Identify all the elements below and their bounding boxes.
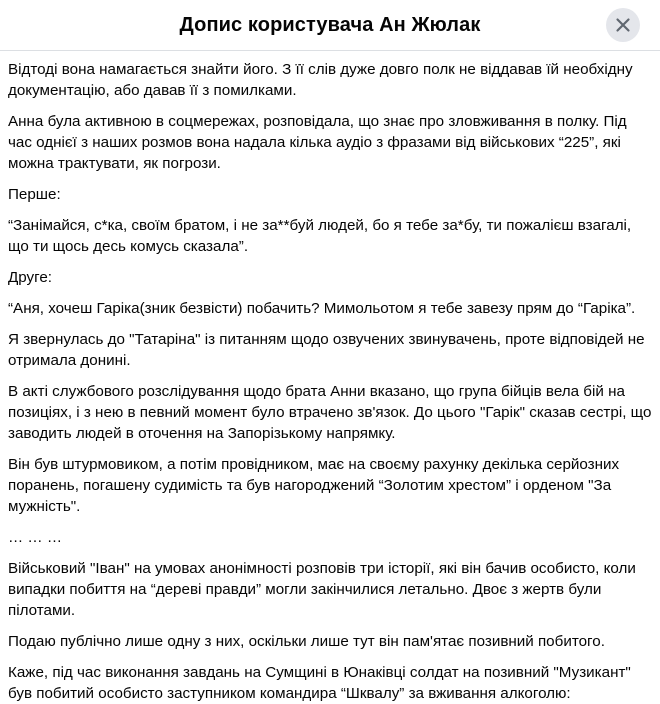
post-paragraph: Він був штурмовиком, а потім провідником, має на своєму рахунку декілька серйозних поранень, погашену судимість та був нагороджений “Золотим хрестом” і орденом "За мужність". [8, 456, 620, 515]
dialog-header [0, 0, 660, 51]
post-paragraph: Відтоді вона намагається знайти його. З її слів дуже довго полк не віддавав їй необхідну документацію, або давав її з помилками. [8, 61, 633, 99]
post-paragraph: В акті службового розслідування щодо брата Анни вказано, що група бійців вела бій на позиціях, і з нею в певний момент було втрачено зв'язок. До цього "Гарік" сказав сестрі, що заводить людей в оточення на Запорізькому напрямку. [8, 383, 652, 442]
post-body [0, 51, 660, 704]
post-paragraph: Каже, під час виконання завдань на Сумщині в Юнаківці солдат на позивний "Музикант" був побитий особисто заступником командира “Шквалу” за вживання алкоголю: [8, 664, 631, 702]
post-paragraph: Перше: [8, 186, 61, 203]
post-paragraph: “Занімайся, с*ка, своїм братом, і не за**буй людей, бо я тебе за*бу, ти пожалієш взагалі, що ти щось десь комусь сказала”. [8, 217, 632, 255]
post-paragraph: “Аня, хочеш Гаріка(зник безвісти) побачить? Мимольотом я тебе завезу прям до “Гаріка”. [8, 300, 636, 317]
post-paragraph: Подаю публічно лише одну з них, оскільки лише тут він пам'ятає позивний побитого. [8, 633, 605, 650]
dialog-title: Допис користувача Ан Жюлак [179, 13, 481, 36]
post-paragraph: Друге: [8, 269, 53, 286]
post-paragraph: … … … [8, 529, 63, 546]
close-button[interactable] [606, 8, 640, 42]
post-paragraph: Я звернулась до "Татаріна" із питанням щодо озвучених звинувачень, проте відповідей не отримала донині. [8, 331, 645, 369]
post-paragraph: Військовий "Іван" на умовах анонімності розповів три історії, які він бачив особисто, коли випадки побиття на “дереві правди” могли закінчилися летально. Двоє з жертв були пілотами. [8, 560, 636, 619]
post-paragraph: Анна була активною в соцмережах, розповідала, що знає про зловживання в полку. Під час однієї з наших розмов вона надала кілька аудіо з фразами від військових “225”, які можна трактувати, як погрози. [8, 113, 627, 172]
close-icon [615, 17, 631, 33]
